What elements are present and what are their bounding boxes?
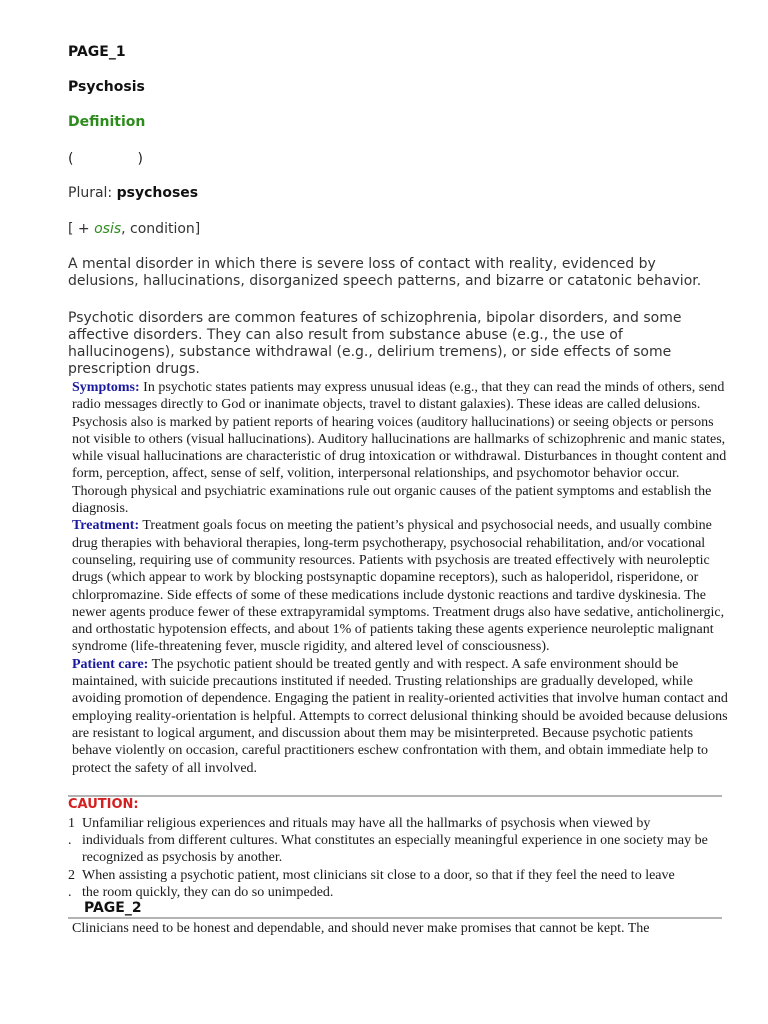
page-2-first-line: Clinicians need to be honest and dependable, and should never make promises that cannot be kept. The — [72, 921, 650, 936]
caution-item-text: Unfamiliar religious experiences and rituals may have all the hallmarks of psychosis when viewed by — [82, 816, 651, 831]
caution-label: CAUTION: — [68, 797, 139, 812]
caution-item-number: 2 . — [68, 868, 75, 900]
plural-label: Plural: — [68, 185, 117, 201]
definition-paragraph: A mental disorder in which there is severe loss of contact with reality, evidenced by delusions, hallucinations, disorganized speech patterns, and bizarre or catatonic behavior. — [68, 256, 702, 289]
page-2-label: PAGE_2 — [84, 900, 142, 916]
etymology-rest: , condition] — [121, 221, 201, 237]
caution-item-text: When assisting a psychotic patient, most clinicians sit close to a door, so that if they feel the need to leave — [82, 868, 675, 883]
causes-paragraph: Psychotic disorders are common features of schizophrenia, bipolar disorders, and some affective disorders. They can also result from substance abuse (e.g., the use of hallucinogens), substance withdrawal (e.g., delirium tremens), or side effects of some prescription drugs. — [68, 310, 682, 377]
plural-value: psychoses — [116, 185, 199, 201]
treatment-label: Treatment: — [72, 518, 140, 534]
symptoms-label: Symptoms: — [72, 380, 140, 395]
term-heading: Psychosis — [68, 79, 145, 95]
caution-item — [68, 815, 728, 866]
divider — [68, 917, 722, 919]
etymology — [68, 221, 200, 237]
symptoms-section — [72, 379, 728, 517]
pronunciation — [68, 151, 143, 167]
treatment-section — [72, 517, 728, 655]
caution-item — [68, 867, 728, 901]
symptoms-text: In psychotic states patients may express unusual ideas (e.g., that they can read the minds of others, send radio messages directly to God or inanimate objects, travel to distant galaxies). These ideas are called delusions. Psychosis also is marked by patient reports of hearing voices (auditory hallucinations) or seeing objects or persons not visible to others (visual hallucinations). Auditory hallucinations are hallmarks of schizophrenic and manic states, while visual hallucinations are characteristic of drug intoxication or withdrawal. Disturbances in thought content and form, perception, affect, sense of self, volition, interpersonal relationships, and psychomotor behavior occur. Thorough physical and psychiatric examinations rule out organic causes of the patient symptoms and establish the diagnosis. — [72, 380, 727, 517]
pronunciation-close: ) — [137, 151, 143, 167]
etymology-suffix: osis — [94, 221, 122, 237]
caution-item-text-cont: the room quickly, they can do so unimpeded. — [82, 885, 334, 900]
page-1-label: PAGE_1 — [68, 44, 126, 60]
clinical-info-block — [72, 379, 728, 777]
plural-line — [68, 185, 198, 201]
treatment-text: Treatment goals focus on meeting the patient’s physical and psychosocial needs, and usually combine drug therapies with behavioral therapies, long-term psychotherapy, psychosocial rehabilitation, and/or vocational counseling, requiring use of community resources. Patients with psychosis are treated effectively with neuroleptic drugs (which appear to work by blocking postsynaptic dopamine receptors), such as haloperidol, risperidone, or chlorpromazine. Side effects of some of these medications include dystonic reactions and tardive dyskinesia. The newer agents produce fewer of these extrapyramidal symptoms. Treatment drugs also have sedative, anticholinergic, and orthostatic hypotension effects, and about 1% of patients taking these agents experience neuroleptic malignant syndrome (life-threatening fever, muscle rigidity, and altered level of consciousness). — [72, 518, 725, 655]
patient-care-section — [72, 656, 728, 777]
etymology-open: [ + — [68, 221, 95, 237]
patient-care-label: Patient care: — [72, 656, 149, 672]
pronunciation-open: ( — [68, 151, 74, 167]
caution-item-number: 1 . — [68, 816, 75, 848]
patient-care-text: The psychotic patient should be treated gently and with respect. A safe environment should be maintained, with suicide precautions instituted if needed. Trusting relationships are gradually developed, while avoiding promotion of dependence. Engaging the patient in reality-oriented activities that involve human contact and employing reality-orientation is helpful. Attempts to correct delusional thinking should be avoided because delusions are resistant to logical argument, and discussion about them may be misinterpreted. Because psychotic patients behave violently on occasion, careful practitioners eschew confrontation with them, and obtain immediate help to protect the safety of all involved. — [72, 656, 728, 776]
divider — [68, 795, 722, 797]
caution-item-text-cont: individuals from different cultures. What constitutes an especially meaningful experience in one society may be recognized as psychosis by another. — [82, 833, 708, 865]
definition-heading: Definition — [68, 114, 146, 130]
